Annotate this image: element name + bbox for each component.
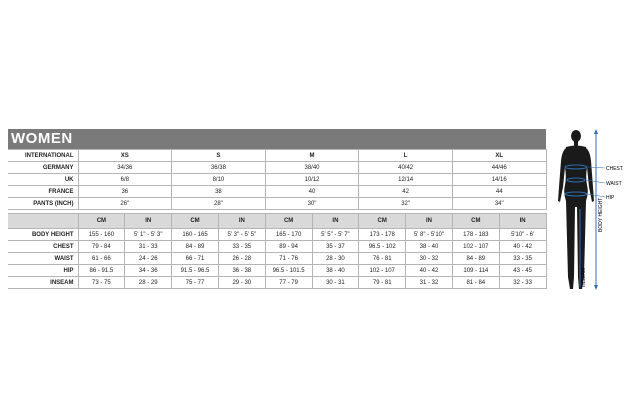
hip-label: HIP — [606, 195, 615, 201]
measurement-cell: 73 - 75 — [78, 277, 125, 289]
row-label: HIP — [8, 265, 78, 277]
measurement-cell: 84 - 89 — [172, 241, 219, 253]
measurement-cell: 40 - 42 — [499, 241, 546, 253]
measurement-cell: 66 - 71 — [172, 253, 219, 265]
measurement-cell: 81 - 84 — [452, 277, 499, 289]
conversion-cell: 10/12 — [265, 174, 359, 186]
conversion-cell: 6/8 — [78, 174, 172, 186]
row-label: BODY HEIGHT — [8, 229, 78, 241]
measurement-cell: 36 - 38 — [218, 265, 265, 277]
row-label — [8, 214, 78, 229]
conversion-cell: 42 — [359, 186, 453, 198]
row-label: UK — [8, 174, 78, 186]
measurement-cell: 71 - 76 — [265, 253, 312, 265]
silhouette-icon — [558, 130, 594, 289]
unit-in-cell: IN — [125, 214, 172, 229]
measurement-cell: 61 - 66 — [78, 253, 125, 265]
measurement-cell: 75 - 77 — [172, 277, 219, 289]
unit-cm-cell: CM — [359, 214, 406, 229]
measurement-row — [8, 241, 546, 253]
conversion-cell: 34" — [452, 198, 546, 210]
measurement-cell: 31 - 32 — [406, 277, 453, 289]
row-label: INSEAM — [8, 277, 78, 289]
measurement-cell: 96.5 - 101.5 — [265, 265, 312, 277]
conversion-cell: 30" — [265, 198, 359, 210]
size-header-row — [8, 150, 546, 162]
measurement-cell: 33 - 35 — [499, 253, 546, 265]
measurement-cell: 79 - 81 — [359, 277, 406, 289]
measurement-cell: 155 - 160 — [78, 229, 125, 241]
measurement-cell: 5'10" - 6' — [499, 229, 546, 241]
measurement-cell: 86 - 91.5 — [78, 265, 125, 277]
chart-title: WOMEN — [8, 129, 546, 149]
conversion-cell: 34/36 — [78, 162, 172, 174]
unit-cm-cell: CM — [452, 214, 499, 229]
size-header-cell: L — [359, 150, 453, 162]
measurement-cell: 102 - 107 — [452, 241, 499, 253]
row-label: FRANCE — [8, 186, 78, 198]
measurement-cell: 102 - 107 — [359, 265, 406, 277]
conversion-cell: 28" — [172, 198, 266, 210]
measurement-cell: 76 - 81 — [359, 253, 406, 265]
unit-in-cell: IN — [312, 214, 359, 229]
measurement-cell: 109 - 114 — [452, 265, 499, 277]
conversion-cell: 32" — [359, 198, 453, 210]
measurement-cell: 96.5 - 102 — [359, 241, 406, 253]
measurement-row — [8, 265, 546, 277]
conversion-cell: 44/46 — [452, 162, 546, 174]
row-label: CHEST — [8, 241, 78, 253]
size-header-cell: XL — [452, 150, 546, 162]
measurement-cell: 38 - 40 — [406, 241, 453, 253]
size-header-cell: S — [172, 150, 266, 162]
row-label: GERMANY — [8, 162, 78, 174]
waist-label: WAIST — [606, 181, 622, 187]
conversion-cell: 26" — [78, 198, 172, 210]
size-table — [8, 149, 547, 289]
measurement-cell: 30 - 32 — [406, 253, 453, 265]
measurement-cell: 29 - 30 — [218, 277, 265, 289]
row-label: PANTS (INCH) — [8, 198, 78, 210]
measurement-cell: 91.5 - 96.5 — [172, 265, 219, 277]
conversion-cell: 44 — [452, 186, 546, 198]
measurement-cell: 165 - 170 — [265, 229, 312, 241]
measurement-cell: 33 - 35 — [218, 241, 265, 253]
unit-in-cell: IN — [406, 214, 453, 229]
measurement-cell: 79 - 84 — [78, 241, 125, 253]
measurement-cell: 34 - 36 — [125, 265, 172, 277]
inseam-label: INSEAM — [581, 267, 587, 287]
measurement-cell: 77 - 79 — [265, 277, 312, 289]
measurement-cell: 32 - 33 — [499, 277, 546, 289]
unit-cm-cell: CM — [78, 214, 125, 229]
measurement-cell: 89 - 94 — [265, 241, 312, 253]
measurement-cell: 26 - 28 — [218, 253, 265, 265]
unit-in-cell: IN — [499, 214, 546, 229]
measurement-cell: 5' 8" - 5'10" — [406, 229, 453, 241]
unit-in-cell: IN — [218, 214, 265, 229]
conversion-cell: 14/16 — [452, 174, 546, 186]
measurement-cell: 28 - 29 — [125, 277, 172, 289]
measurement-cell: 43 - 45 — [499, 265, 546, 277]
chest-label: CHEST — [606, 166, 623, 172]
conversion-row — [8, 186, 546, 198]
conversion-cell: 38 — [172, 186, 266, 198]
conversion-cell: 38/40 — [265, 162, 359, 174]
measurement-cell: 30 - 31 — [312, 277, 359, 289]
measurement-row — [8, 277, 546, 289]
measurement-cell: 38 - 40 — [312, 265, 359, 277]
body-height-label: BODY HEIGHT — [598, 197, 604, 232]
row-label: INTERNATIONAL — [8, 150, 78, 162]
measurement-cell: 84 - 89 — [452, 253, 499, 265]
size-header-cell: M — [265, 150, 359, 162]
measurement-row — [8, 229, 546, 241]
row-label: WAIST — [8, 253, 78, 265]
measurement-cell: 24 - 26 — [125, 253, 172, 265]
unit-cm-cell: CM — [172, 214, 219, 229]
conversion-cell: 40/42 — [359, 162, 453, 174]
measurement-cell: 5' 1" - 5' 3" — [125, 229, 172, 241]
measurement-row — [8, 253, 546, 265]
conversion-cell: 36 — [78, 186, 172, 198]
measurement-cell: 31 - 33 — [125, 241, 172, 253]
conversion-cell: 36/38 — [172, 162, 266, 174]
measurement-cell: 178 - 183 — [452, 229, 499, 241]
conversion-cell: 40 — [265, 186, 359, 198]
conversion-cell: 12/14 — [359, 174, 453, 186]
unit-header-row — [8, 214, 546, 229]
body-figure — [548, 127, 628, 297]
conversion-row — [8, 198, 546, 210]
measurement-cell: 5' 3" - 5' 5" — [218, 229, 265, 241]
size-header-cell: XS — [78, 150, 172, 162]
measurement-cell: 5' 5" - 5' 7" — [312, 229, 359, 241]
conversion-row — [8, 174, 546, 186]
measurement-cell: 173 - 178 — [359, 229, 406, 241]
measurement-cell: 28 - 30 — [312, 253, 359, 265]
measurement-cell: 160 - 165 — [172, 229, 219, 241]
measurement-cell: 40 - 42 — [406, 265, 453, 277]
conversion-row — [8, 162, 546, 174]
conversion-cell: 8/10 — [172, 174, 266, 186]
measurement-cell: 35 - 37 — [312, 241, 359, 253]
size-chart — [8, 129, 546, 289]
unit-cm-cell: CM — [265, 214, 312, 229]
